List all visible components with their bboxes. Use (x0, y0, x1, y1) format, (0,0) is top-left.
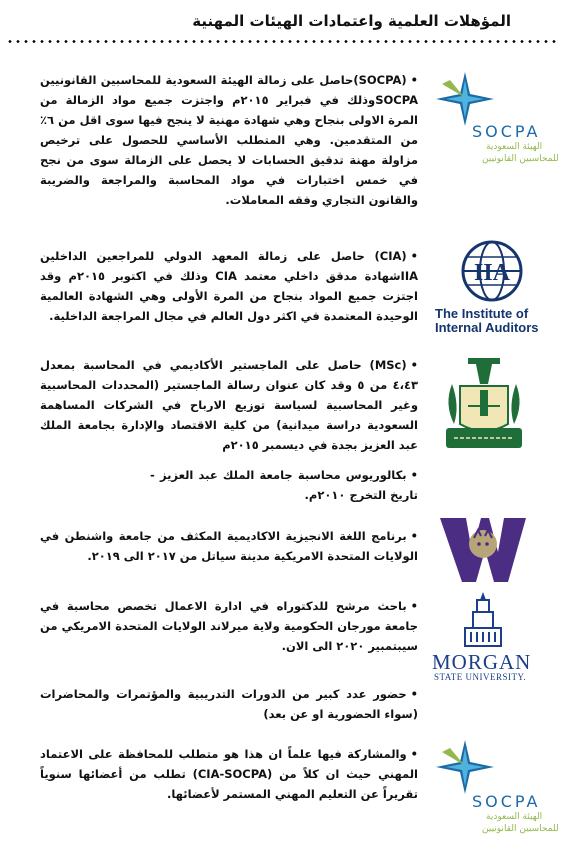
uw-logo (438, 514, 528, 586)
socpa-star-icon (430, 738, 500, 796)
socpa-star-icon (430, 70, 500, 128)
socpa-arabic-line2: للمحاسبين القانونيين (482, 154, 559, 164)
morgan-logo (430, 592, 540, 684)
socpa-arabic-line2: للمحاسبين القانونيين (482, 824, 559, 834)
socpa-arabic-line1: الهيئة السعودية (486, 812, 543, 822)
socpa-wordmark: SOCPA (472, 122, 541, 141)
entry-text: • والمشاركة فيها علماً ان هذا هو متطلب للمحافظة على الاعتماد المهني حيث ان كلاً من (CIA-SOCPA) تطلب من أعضائها سنوياً تقريراً عن التعليم المهني المستمر لأعضائها. (40, 744, 418, 804)
iia-globe-icon (461, 240, 523, 302)
socpa-arabic-line1: الهيئة السعودية (486, 142, 543, 152)
entry-text: • باحث مرشح للدكتوراه في ادارة الاعمال تخصص محاسبة في جامعة مورجان الحكومية ولاية ميرلاند الولايات المتحدة الامريكي من سيبتمبير ٢٠٢٠ الى الان. (40, 596, 418, 656)
socpa-wordmark: SOCPA (472, 792, 541, 811)
iia-line2: Internal Auditors (435, 320, 539, 335)
entry-text: • برنامج اللغة الانجيزية الاكاديمية المكثف من جامعة واشنطن في الولايات المتحدة الامريكية مدينة سياتل من ٢٠١٧ الى ٢٠١٩. (40, 526, 418, 566)
iia-line1: The Institute of (435, 306, 529, 321)
socpa-logo (420, 70, 560, 165)
entry-text: • حضور عدد كبير من الدورات التدريبية والمؤتمرات والمحاضرات (سواء الحضورية او عن بعد) (40, 684, 418, 724)
morgan-subtitle: STATE UNIVERSITY. (434, 672, 527, 682)
page-title: المؤهلات العلمية واعتمادات الهيئات المهنية (192, 12, 511, 30)
morgan-wordmark: MORGAN (432, 650, 532, 674)
kau-emblem-icon (438, 356, 530, 456)
entry-text: • (CIA) حاصل على زمالة المعهد الدولي للمراجعين الداخلين IIAشهادة مدقق داخلي معتمد CIA وذلك في اكتوبر ٢٠١٥م وقد اجتزت جميع المواد بنجاح من المرة الأولى وهي الشهادة العالمية الوحيدة المعتمدة في اكثر دول العالم في مجال المراجعة الداخلية. (40, 246, 418, 326)
morgan-tower-icon (463, 592, 503, 648)
iia-logo (425, 240, 560, 335)
entry-text: • (SOCPA)حاصل على زمالة الهيئة السعودية للمحاسبين القانونيين SOCPAوذلك في فبراير ٢٠١٥م واجتزت جميع مواد الزمالة من المرة الاولى بنجاح وهي شهادة مهنية لا ينجح فيها سوى اقل من ٦٪ من المتقدمين. وهي المتطلب الأساسي للحصول على ترخيص مزاولة مهنة تدقيق الحسابات لا يحصل على الزمالة سوى من نجح في خمس اختبارات في مواد المحاسبة والمراجعة والضريبة والقانون التجاري وفقه المعاملات. (40, 70, 418, 210)
entry-text: • (MSc) حاصل على الماجستير الأكاديمي في المحاسبة بمعدل ٤،٤٣ من ٥ وقد كان عنوان رسالة الماجستير (المحددات المحاسبية وغير المحاسبية لسياسة توزيع الارباح في الشركات المساهمة السعودية دراسة ميدانية) من كلية الاقتصاد والإدارة بجامعة الملك عبد العزيز بجدة في ديسمبر ٢٠١٥م (40, 355, 418, 455)
kau-logo (438, 356, 530, 456)
uw-husky-icon (438, 514, 528, 586)
entry-text: • بكالوريوس محاسبة جامعة الملك عبد العزيز - تاريخ التخرج ٢٠١٠م. (150, 465, 418, 505)
socpa-logo-bottom (420, 738, 560, 838)
dotted-divider (6, 40, 560, 43)
iia-mark: IIA (473, 260, 511, 286)
